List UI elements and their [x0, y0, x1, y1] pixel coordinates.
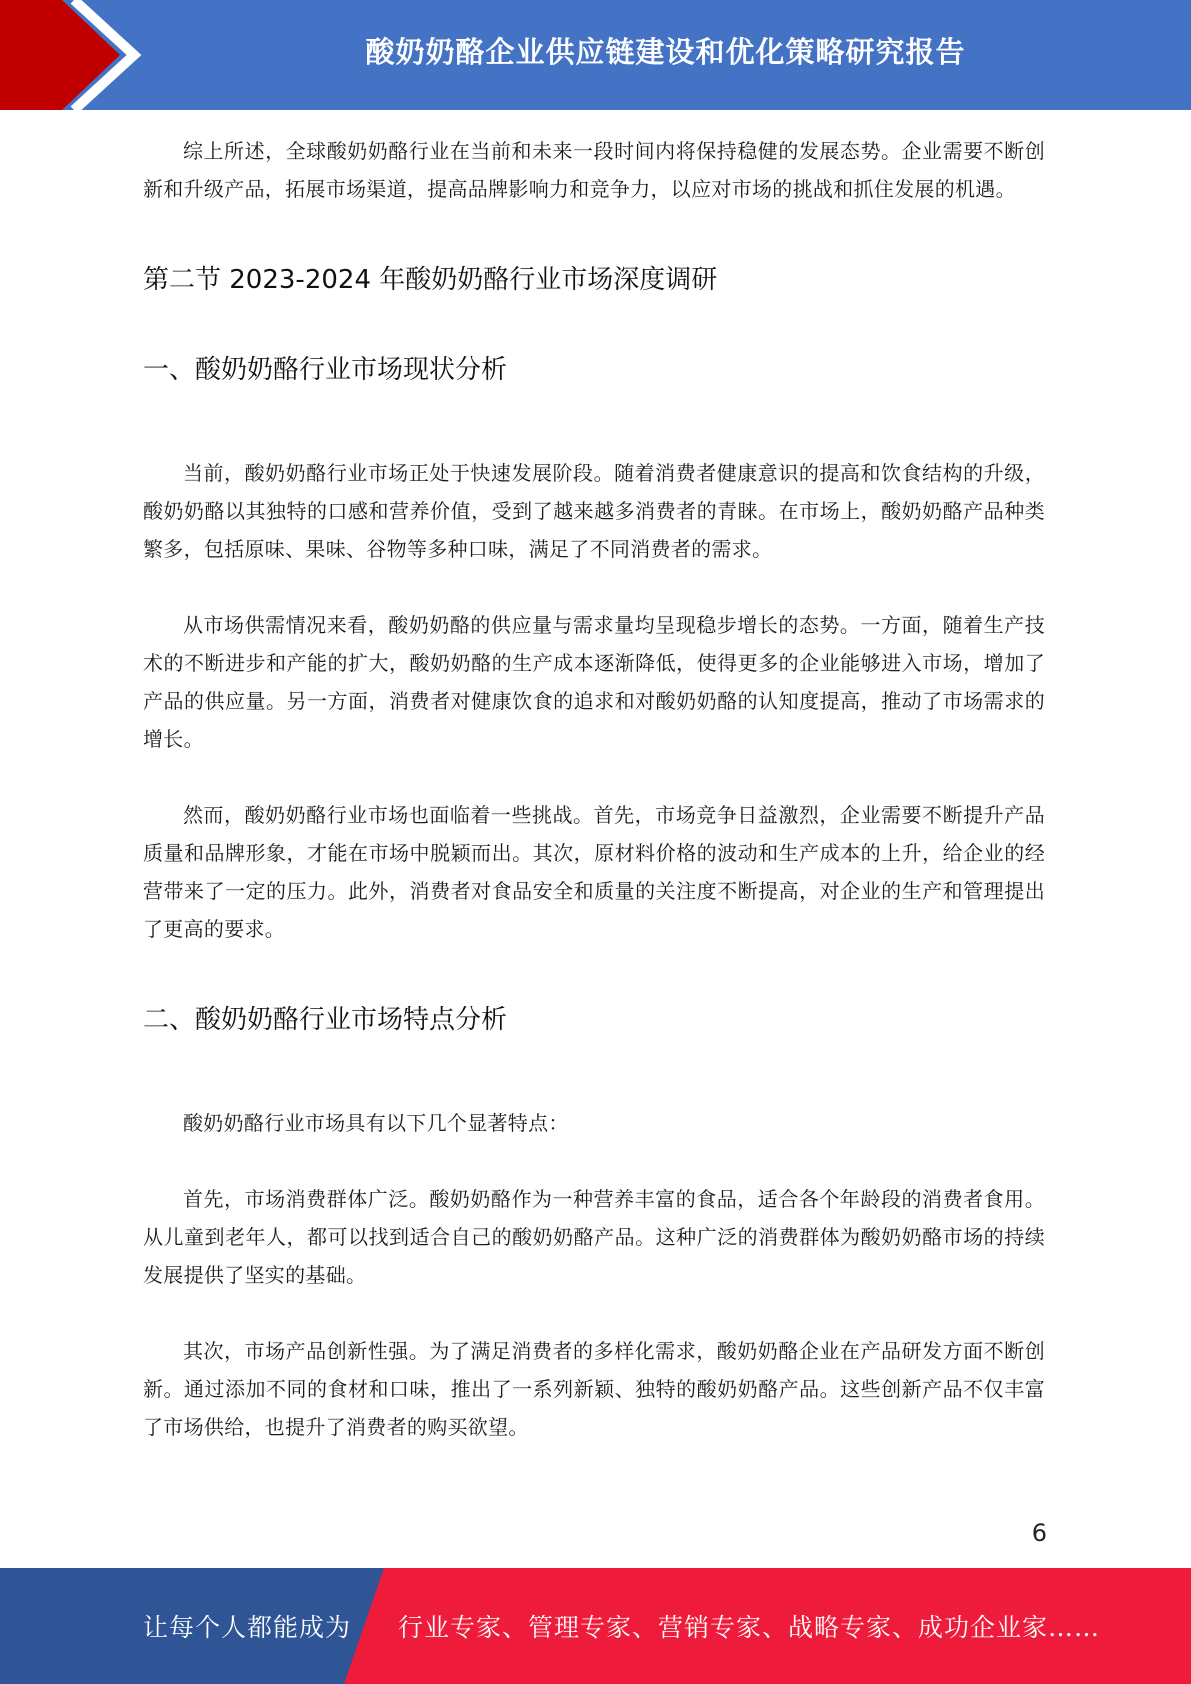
footer-slogan-left: 让每个人都能成为: [143, 1613, 352, 1642]
paragraph: 首先，市场消费群体广泛。酸奶奶酪作为一种营养丰富的食品，适合各个年龄段的消费者食用。从儿童到老年人，都可以找到适合自己的酸奶奶酪产品。这种广泛的消费群体为酸奶奶酪市场的持续发展提供了坚实的基础。: [143, 1187, 1045, 1287]
page-content: [143, 132, 1045, 1446]
header-arrow-decoration: [0, 0, 160, 110]
paragraph: 然而，酸奶奶酪行业市场也面临着一些挑战。首先，市场竞争日益激烈，企业需要不断提升产品质量和品牌形象，才能在市场中脱颖而出。其次，原材料价格的波动和生产成本的上升，给企业的经营带来了一定的压力。此外，消费者对食品安全和质量的关注度不断提高，对企业的生产和管理提出了更高的要求。: [143, 803, 1045, 941]
page-number: 6: [1031, 1519, 1047, 1547]
intro-paragraph: 综上所述，全球酸奶奶酪行业在当前和未来一段时间内将保持稳健的发展态势。企业需要不断创新和升级产品，拓展市场渠道，提高品牌影响力和竞争力，以应对市场的挑战和抓住发展的机遇。: [143, 139, 1045, 201]
subsection-heading-market-features: 二、酸奶奶酪行业市场特点分析: [143, 1005, 508, 1035]
section-heading: 第二节 2023-2024 年酸奶奶酪行业市场深度调研: [143, 265, 718, 295]
paragraph: 从市场供需情况来看，酸奶奶酪的供应量与需求量均呈现稳步增长的态势。一方面，随着生产技术的不断进步和产能的扩大，酸奶奶酪的生产成本逐渐降低，使得更多的企业能够进入市场，增加了产品的供应量。另一方面，消费者对健康饮食的追求和对酸奶奶酪的认知度提高，推动了市场需求的增长。: [143, 613, 1045, 751]
report-title: 酸奶奶酪企业供应链建设和优化策略研究报告: [365, 34, 966, 69]
page-header: [0, 0, 1191, 110]
paragraph: 酸奶奶酪行业市场具有以下几个显著特点：: [183, 1111, 569, 1135]
page-footer: [0, 1568, 1191, 1684]
paragraph: 当前，酸奶奶酪行业市场正处于快速发展阶段。随着消费者健康意识的提高和饮食结构的升级，酸奶奶酪以其独特的口感和营养价值，受到了越来越多消费者的青睐。在市场上，酸奶奶酪产品种类繁多，包括原味、果味、谷物等多种口味，满足了不同消费者的需求。: [143, 461, 1045, 561]
paragraph: 其次，市场产品创新性强。为了满足消费者的多样化需求，酸奶奶酪企业在产品研发方面不断创新。通过添加不同的食材和口味，推出了一系列新颖、独特的酸奶奶酪产品。这些创新产品不仅丰富了市场供给，也提升了消费者的购买欲望。: [143, 1339, 1045, 1439]
footer-slogan-right: 行业专家、管理专家、营销专家、战略专家、成功企业家……: [398, 1613, 1101, 1642]
subsection-heading-market-status: 一、酸奶奶酪行业市场现状分析: [143, 355, 508, 385]
